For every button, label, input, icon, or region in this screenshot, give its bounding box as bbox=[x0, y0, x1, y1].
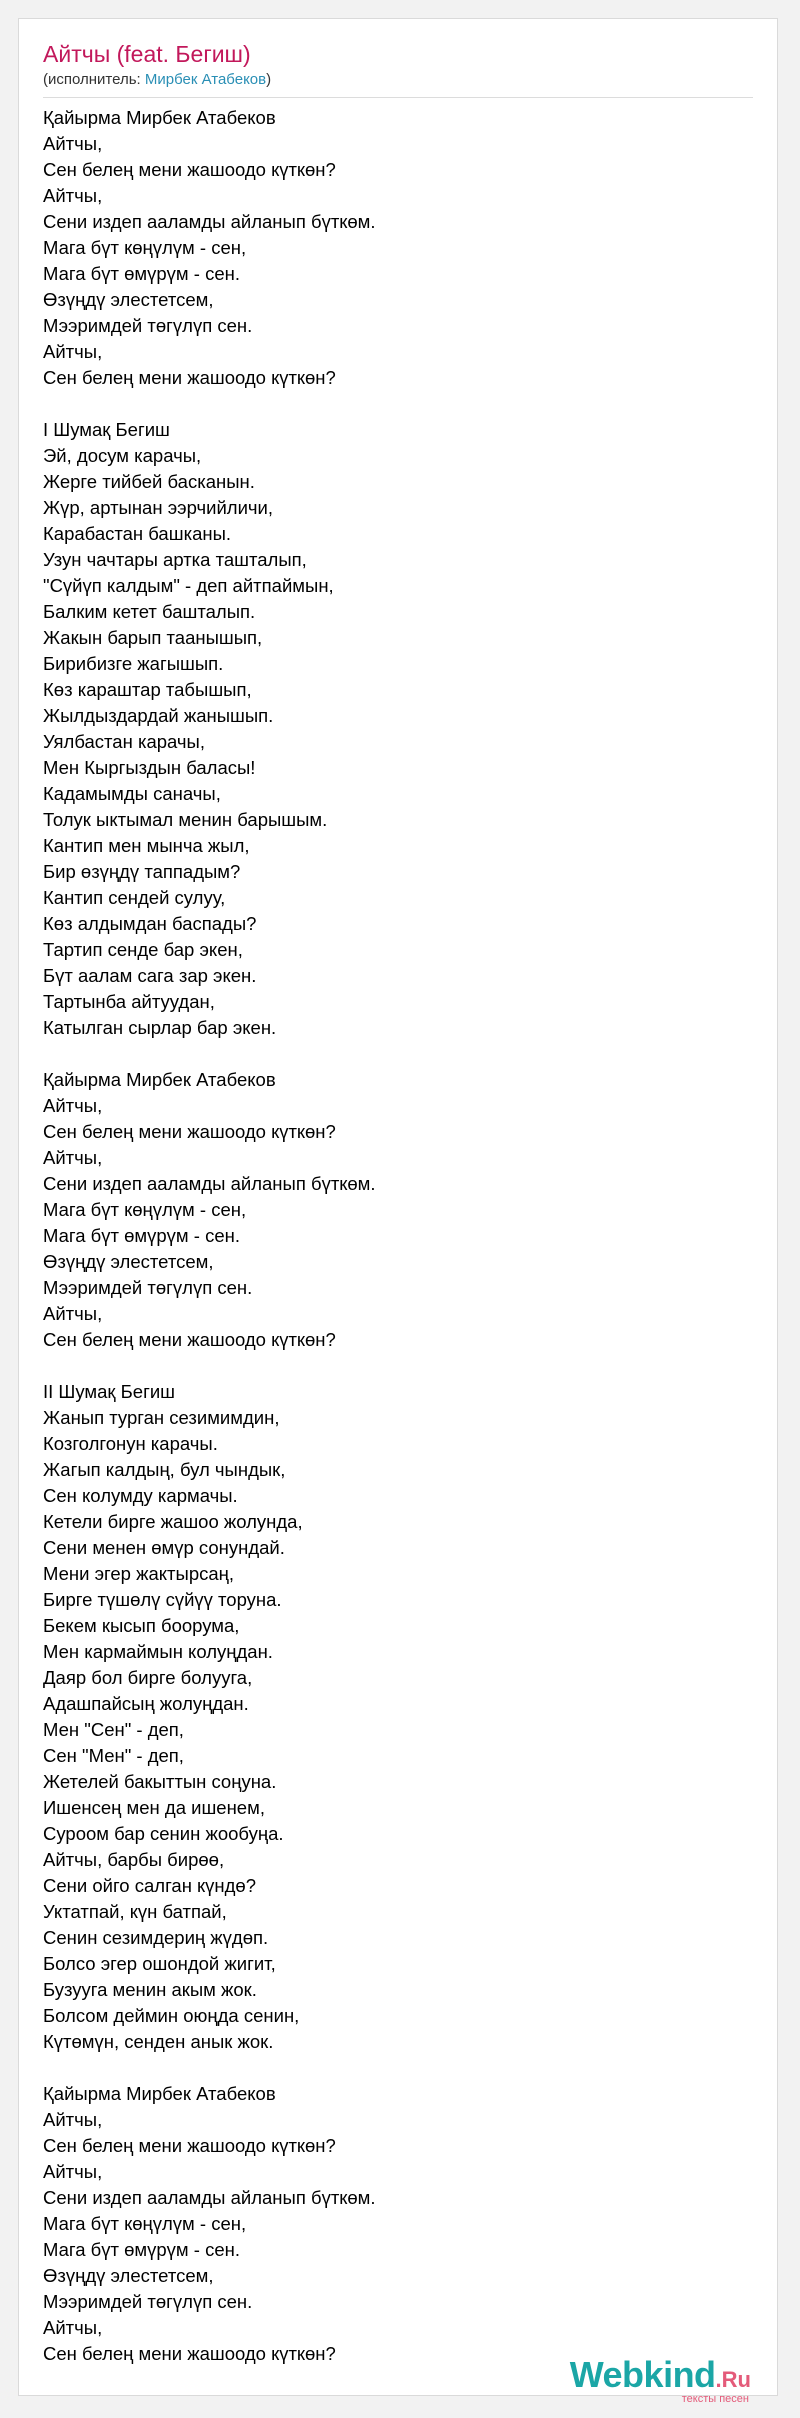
lyric-line: Катылган сырлар бар экен. bbox=[43, 1017, 277, 1038]
lyric-line: Тартынба айтуудан, bbox=[43, 991, 215, 1012]
lyric-line: Мээримдей төгүлүп сен. bbox=[43, 1277, 253, 1298]
lyric-line: Айтчы, bbox=[43, 1147, 103, 1168]
lyric-line: Мага бүт көңүлүм - сен, bbox=[43, 237, 247, 258]
artist-prefix: (исполнитель: bbox=[43, 71, 145, 88]
lyric-line: Мага бүт өмүрүм - сен. bbox=[43, 263, 240, 284]
lyric-line: Узун чачтары артка ташталып, bbox=[43, 549, 307, 570]
lyric-line: Козголгонун карачы. bbox=[43, 1433, 218, 1454]
lyric-line: Жагып калдың, бул чындык, bbox=[43, 1459, 286, 1480]
lyric-line: Жүр, артынан ээрчийличи, bbox=[43, 497, 274, 518]
lyric-line: Жанып турган сезимимдин, bbox=[43, 1407, 280, 1428]
lyric-line: Ишенсең мен да ишенем, bbox=[43, 1797, 265, 1818]
lyric-line: Айтчы, bbox=[43, 133, 103, 154]
lyric-line: Сен белең мени жашоодо күткөн? bbox=[43, 1329, 336, 1350]
lyric-line: Жакын барып таанышып, bbox=[43, 627, 263, 648]
lyric-line: Болсо эгер ошондой жигит, bbox=[43, 1953, 276, 1974]
lyric-line: Кадамымды саначы, bbox=[43, 783, 221, 804]
lyric-line: Сен белең мени жашоодо күткөн? bbox=[43, 159, 336, 180]
lyric-line: Қайырма Мирбек Атабеков bbox=[43, 107, 276, 128]
header-divider bbox=[43, 97, 753, 98]
lyric-line: Өзүңдү элестетсем, bbox=[43, 1251, 214, 1272]
lyric-line: Жетелей бакыттын соңуна. bbox=[43, 1771, 277, 1792]
lyric-line: Сен белең мени жашоодо күткөн? bbox=[43, 367, 336, 388]
lyric-line: Көз караштар табышып, bbox=[43, 679, 252, 700]
lyric-line: Толук ыктымал менин барышым. bbox=[43, 809, 328, 830]
lyric-line: Уктатпай, күн батпай, bbox=[43, 1901, 227, 1922]
logo-domain: .Ru bbox=[715, 2367, 751, 2392]
lyric-line: Балким кетет башталып. bbox=[43, 601, 256, 622]
lyric-line: Сени менен өмүр сонундай. bbox=[43, 1537, 285, 1558]
lyric-line: Бузууга менин акым жок. bbox=[43, 1979, 257, 2000]
lyric-line: Сени ойго салган күндө? bbox=[43, 1875, 256, 1896]
lyric-line: Сен белең мени жашоодо күткөн? bbox=[43, 2343, 336, 2364]
lyric-line: Айтчы, bbox=[43, 1095, 103, 1116]
lyric-line: Даяр бол бирге болууга, bbox=[43, 1667, 253, 1688]
lyric-line: Мага бүт көңүлүм - сен, bbox=[43, 1199, 247, 1220]
lyric-line: Мен "Сен" - деп, bbox=[43, 1719, 184, 1740]
lyric-line: Карабастан башканы. bbox=[43, 523, 232, 544]
song-title: Айтчы (feat. Бегиш) bbox=[43, 41, 251, 67]
lyric-line: Бир өзүңдү таппадым? bbox=[43, 861, 241, 882]
lyric-line: Сени издеп ааламды айланып бүткөм. bbox=[43, 1173, 376, 1194]
lyric-line: Өзүңдү элестетсем, bbox=[43, 2265, 214, 2286]
lyrics-stanza bbox=[43, 2081, 376, 2367]
lyric-line: Болсом деймин оюңда сенин, bbox=[43, 2005, 300, 2026]
lyric-line: Бекем кысып боорума, bbox=[43, 1615, 240, 1636]
lyric-line: Бирге түшөлү сүйүү торуна. bbox=[43, 1589, 282, 1610]
lyric-line: "Сүйүп калдым" - деп айтпаймын, bbox=[43, 575, 334, 596]
site-logo[interactable] bbox=[569, 2354, 751, 2405]
lyrics-text bbox=[43, 105, 376, 2367]
lyric-line: Жылдыздардай жанышып. bbox=[43, 705, 274, 726]
lyric-line: Сен белең мени жашоодо күткөн? bbox=[43, 1121, 336, 1142]
lyric-line: Сен "Мен" - деп, bbox=[43, 1745, 184, 1766]
lyric-line: Жерге тийбей басканын. bbox=[43, 471, 255, 492]
lyric-line: Уялбастан карачы, bbox=[43, 731, 205, 752]
lyric-line: Адашпайсың жолуңдан. bbox=[43, 1693, 249, 1714]
lyric-line: Мага бүт өмүрүм - сен. bbox=[43, 1225, 240, 1246]
lyric-line: Кетели бирге жашоо жолунда, bbox=[43, 1511, 303, 1532]
lyric-line: Тартип сенде бар экен, bbox=[43, 939, 243, 960]
lyric-line: I Шумақ Бегиш bbox=[43, 419, 170, 440]
lyric-line: Мен кармаймын колуңдан. bbox=[43, 1641, 273, 1662]
lyric-line: Айтчы, bbox=[43, 341, 103, 362]
lyrics-stanza bbox=[43, 1067, 376, 1353]
lyric-line: II Шумақ Бегиш bbox=[43, 1381, 176, 1402]
lyric-line: Көз алдымдан баспады? bbox=[43, 913, 257, 934]
lyric-line: Мага бүт өмүрүм - сен. bbox=[43, 2239, 240, 2260]
lyric-line: Қайырма Мирбек Атабеков bbox=[43, 2083, 276, 2104]
lyric-line: Мээримдей төгүлүп сен. bbox=[43, 315, 253, 336]
lyric-line: Мээримдей төгүлүп сен. bbox=[43, 2291, 253, 2312]
lyric-line: Кантип сендей сулуу, bbox=[43, 887, 226, 908]
lyric-line: Сени издеп ааламды айланып бүткөм. bbox=[43, 211, 376, 232]
lyric-line: Айтчы, bbox=[43, 2109, 103, 2130]
lyric-line: Айтчы, барбы бирөө, bbox=[43, 1849, 225, 1870]
lyric-line: Сени издеп ааламды айланып бүткөм. bbox=[43, 2187, 376, 2208]
lyrics-stanza bbox=[43, 1379, 376, 2055]
lyrics-stanza bbox=[43, 417, 376, 1041]
lyric-line: Сенин сезимдериң жүдөп. bbox=[43, 1927, 269, 1948]
lyric-line: Айтчы, bbox=[43, 2317, 103, 2338]
lyrics-stanza bbox=[43, 105, 376, 391]
lyric-line: Бүт аалам сага зар экен. bbox=[43, 965, 257, 986]
lyrics-card bbox=[18, 18, 778, 2405]
logo-wordmark: Webkind bbox=[569, 2354, 716, 2395]
logo-tagline: тексты песен bbox=[681, 2393, 749, 2405]
lyric-line: Қайырма Мирбек Атабеков bbox=[43, 1069, 276, 1090]
lyric-line: Эй, досум карачы, bbox=[43, 445, 202, 466]
lyric-line: Өзүңдү элестетсем, bbox=[43, 289, 214, 310]
artist-line bbox=[43, 71, 271, 88]
lyric-line: Сен колумду кармачы. bbox=[43, 1485, 238, 1506]
lyric-line: Айтчы, bbox=[43, 185, 103, 206]
lyric-line: Айтчы, bbox=[43, 1303, 103, 1324]
lyric-line: Мени эгер жактырсаң, bbox=[43, 1563, 235, 1584]
lyric-line: Мага бүт көңүлүм - сен, bbox=[43, 2213, 247, 2234]
artist-link[interactable]: Мирбек Атабеков bbox=[144, 71, 267, 88]
lyric-line: Кантип мен мынча жыл, bbox=[43, 835, 250, 856]
lyric-line: Бирибизге жагышып. bbox=[43, 653, 224, 674]
lyric-line: Күтөмүн, сенден анык жок. bbox=[43, 2031, 274, 2052]
lyric-line: Суроом бар сенин жообуңа. bbox=[43, 1823, 284, 1844]
lyric-line: Мен Кыргыздын баласы! bbox=[43, 757, 256, 778]
lyric-line: Айтчы, bbox=[43, 2161, 103, 2182]
artist-suffix: ) bbox=[266, 71, 272, 88]
lyric-line: Сен белең мени жашоодо күткөн? bbox=[43, 2135, 336, 2156]
